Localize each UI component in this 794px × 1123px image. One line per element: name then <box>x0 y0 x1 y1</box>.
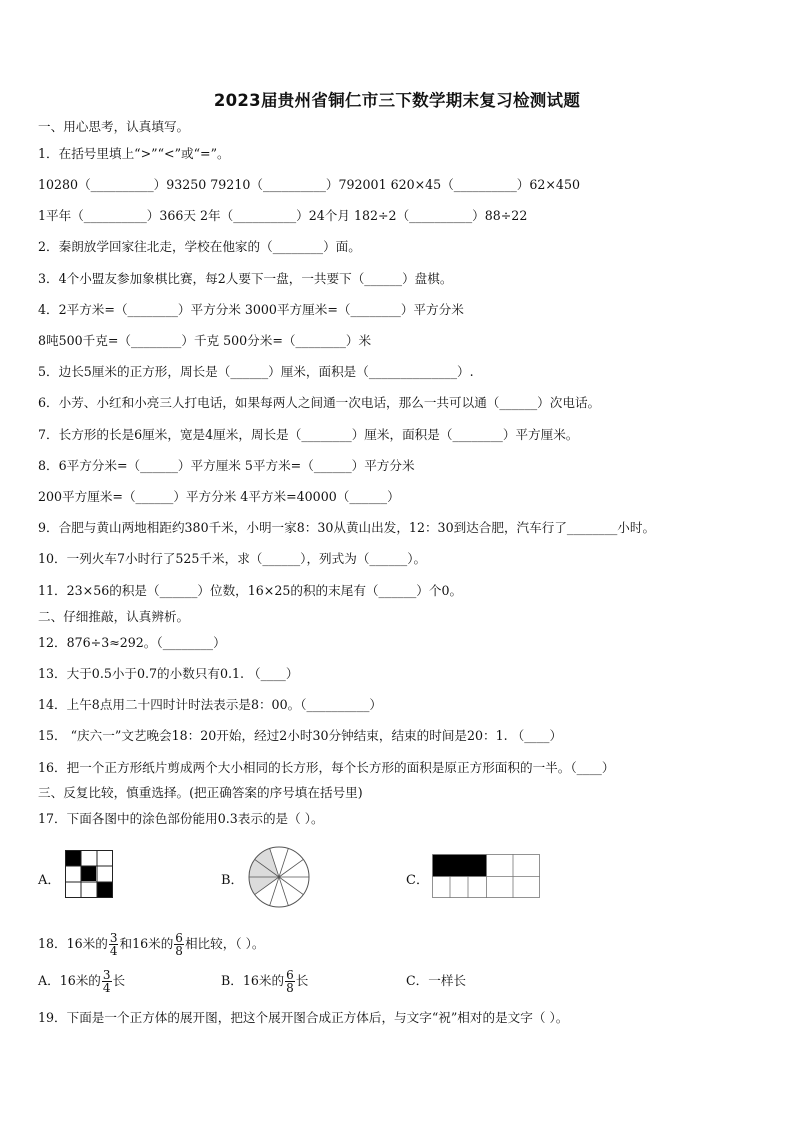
question-11: 11．23×56的积是（______）位数，16×25的积的末尾有（______）个0。 <box>38 583 463 598</box>
section-2-heading: 二、仔细推敲，认真辨析。 <box>38 609 190 624</box>
question-15: 15． “庆六一”文艺晚会18：20开始，经过2小时30分钟结束，结束的时间是20：1. （____） <box>38 728 563 743</box>
question-9: 9．合肥与黄山两地相距约380千米，小明一家8：30从黄山出发，12：30到达合肥，汽车行了________小时。 <box>38 520 656 535</box>
question-1-row-2: 1平年（__________）366天 2年（__________）24个月 182÷2（__________）88÷22 <box>38 208 528 223</box>
fraction: $\frac{3}{4}$ <box>109 931 118 958</box>
q17-option-c-bar <box>432 854 540 898</box>
question-14: 14．上午8点用二十四时计时法表示是8：00。（__________） <box>38 697 383 712</box>
question-18: 18．16米的 $\frac{3}{4}$ 和16米的 $\frac{6}{8}$ 相比较，（ ）。 <box>38 931 265 958</box>
q18-option-b: B．16米的 $\frac{6}{8}$ 长 <box>221 968 309 995</box>
q17-option-a-grid <box>65 850 113 898</box>
question-4-row-1: 4．2平方米=（________）平方分米 3000平方厘米=（________）平方分米 <box>38 302 464 317</box>
section-1-heading: 一、用心思考，认真填写。 <box>38 119 190 134</box>
question-10: 10．一列火车7小时行了525千米，求（______），列式为（______）。 <box>38 551 427 566</box>
question-1: 1．在括号里填上“>”“<”或“=”。 <box>38 146 230 161</box>
q18-option-c: C．一样长 <box>406 973 467 988</box>
question-3: 3．4个小盟友参加象棋比赛，每2人要下一盘，一共要下（______）盘棋。 <box>38 271 453 286</box>
fraction: $\frac{3}{4}$ <box>102 968 111 995</box>
page-title: 2023届贵州省铜仁市三下数学期末复习检测试题 <box>213 91 581 110</box>
question-8-row-1: 8．6平方分米=（______）平方厘米 5平方米=（______）平方分米 <box>38 458 415 473</box>
question-2: 2．秦朗放学回家往北走，学校在他家的（________）面。 <box>38 239 361 254</box>
question-4-row-2: 8吨500千克=（________）千克 500分米=（________）米 <box>38 333 372 348</box>
question-1-row-1: 10280（__________）93250 79210（__________）792001 620×45（__________）62×450 <box>38 177 580 192</box>
q17-option-a-label: A． <box>38 873 61 888</box>
question-12: 12．876÷3≈292。（________） <box>38 635 226 650</box>
q17-option-c-label: C． <box>406 873 429 888</box>
section-3-heading: 三、反复比较，慎重选择。(把正确答案的序号填在括号里) <box>38 785 363 800</box>
question-6: 6．小芳、小红和小亮三人打电话，如果每两人之间通一次电话，那么一共可以通（______）次电话。 <box>38 395 601 410</box>
question-7: 7．长方形的长是6厘米，宽是4厘米，周长是（________）厘米，面积是（________）平方厘米。 <box>38 427 579 442</box>
fraction: $\frac{6}{8}$ <box>286 968 294 995</box>
question-13: 13．大于0.5小于0.7的小数只有0.1. （____） <box>38 666 299 681</box>
q17-option-b-circle <box>247 845 311 909</box>
question-17: 17．下面各图中的涂色部份能用0.3表示的是（ ）。 <box>38 811 324 826</box>
q18-option-a: A．16米的 $\frac{3}{4}$ 长 <box>38 968 126 995</box>
question-19: 19．下面是一个正方体的展开图，把这个展开图合成正方体后，与文字“祝”相对的是文字（ ）。 <box>38 1010 569 1025</box>
question-5: 5．边长5厘米的正方形，周长是（______）厘米，面积是（______________）. <box>38 364 474 379</box>
question-8-row-2: 200平方厘米=（______）平方分米 4平方米=40000（______） <box>38 489 400 504</box>
fraction: $\frac{6}{8}$ <box>175 931 183 958</box>
q17-option-b-label: B． <box>221 873 244 888</box>
question-16: 16．把一个正方形纸片剪成两个大小相同的长方形，每个长方形的面积是原正方形面积的一半。（____） <box>38 760 615 775</box>
